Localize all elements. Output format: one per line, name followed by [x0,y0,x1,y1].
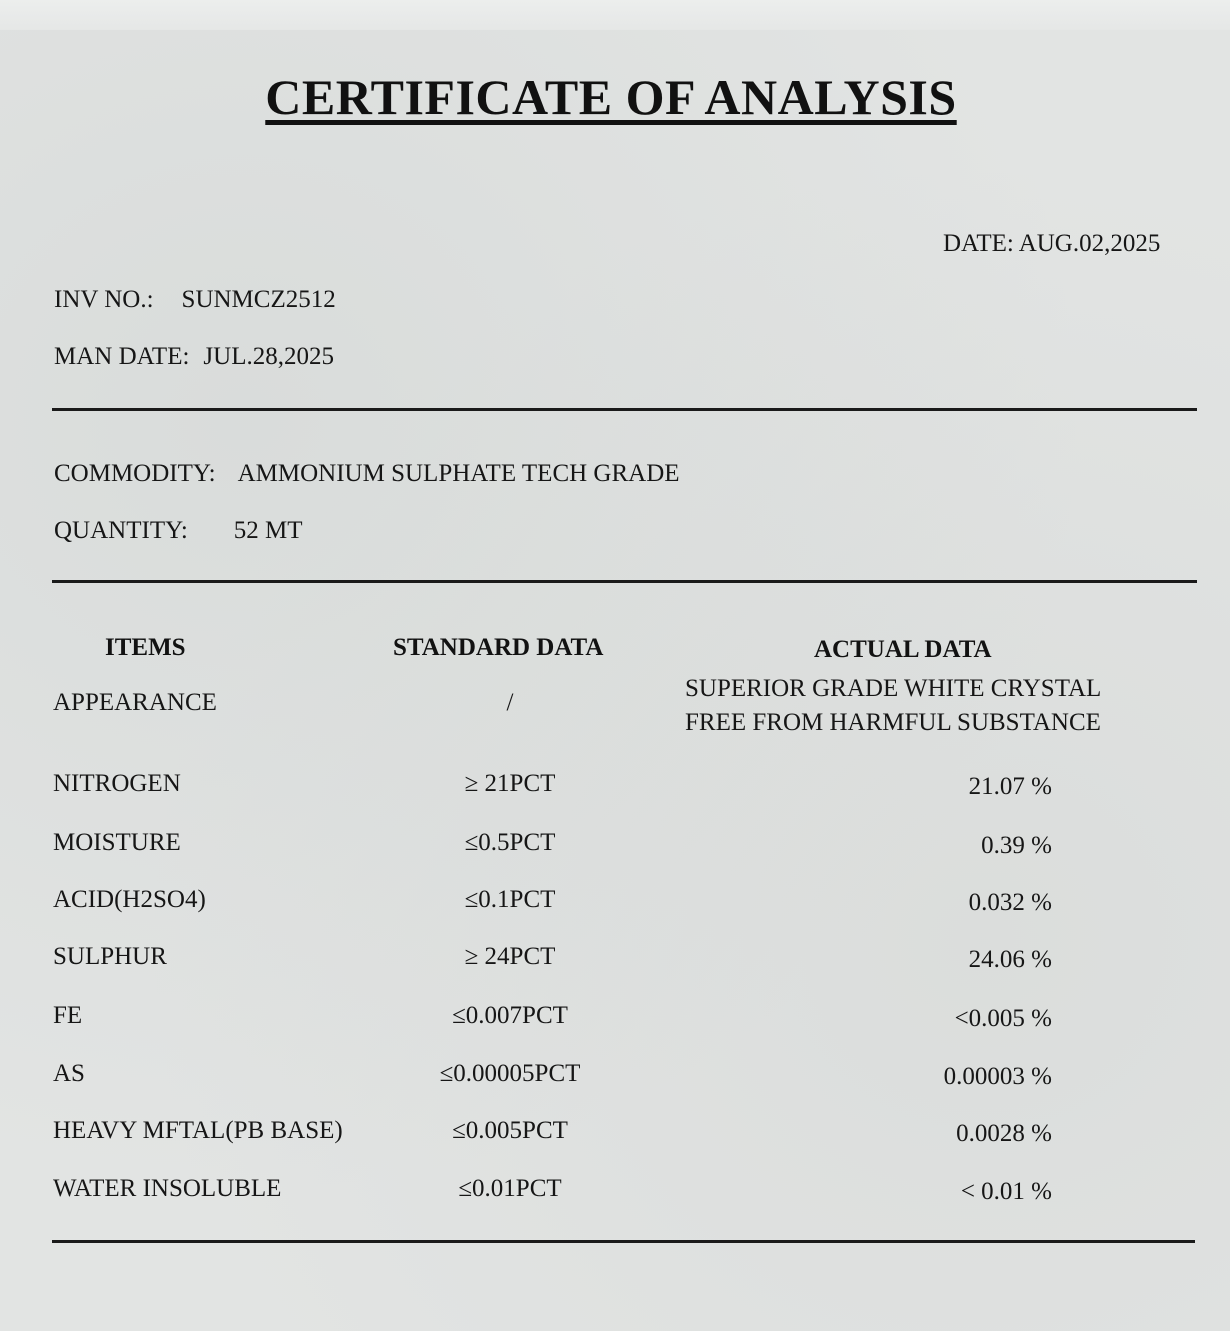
row-item: NITROGEN [53,770,181,797]
date-value: AUG.02,2025 [1018,230,1161,257]
row-item: AS [53,1060,85,1087]
commodity-value: AMMONIUM SULPHATE TECH GRADE [237,460,680,487]
header-standard-data: STANDARD DATA [393,634,604,661]
date-label: DATE: [943,230,1014,257]
row-appearance-standard: / [506,689,514,716]
row-item: MOISTURE [53,829,181,856]
row-standard: ≤0.5PCT [464,829,556,856]
appearance-actual-line-1: SUPERIOR GRADE WHITE CRYSTAL [685,675,1102,702]
row-actual: 24.06 % [968,946,1052,973]
inv-no-label: INV NO.: [54,286,154,313]
commodity-field [54,460,680,488]
row-appearance-item: APPEARANCE [53,689,217,716]
row-standard: ≤0.01PCT [458,1175,562,1202]
document-title: CERTIFICATE OF ANALYSIS [265,69,957,125]
inv-no-value: SUNMCZ2512 [181,286,336,313]
appearance-actual-line-2: FREE FROM HARMFUL SUBSTANCE [685,709,1101,736]
row-actual: 0.39 % [981,832,1052,859]
inv-no-field [54,286,336,314]
commodity-label: COMMODITY: [54,460,216,487]
divider-2 [52,580,1197,583]
divider-3 [52,1240,1195,1243]
date-field [943,230,1160,258]
row-standard: ≤0.1PCT [464,886,556,913]
quantity-field [54,517,303,545]
row-standard: ≤0.007PCT [452,1002,568,1029]
row-actual: <0.005 % [954,1005,1052,1032]
row-actual: 0.00003 % [943,1063,1052,1090]
row-standard: ≥ 24PCT [464,943,556,970]
row-item: ACID(H2SO4) [53,886,206,913]
man-date-value: JUL.28,2025 [203,343,334,370]
header-items: ITEMS [105,634,186,661]
row-standard: ≤0.005PCT [452,1117,568,1144]
man-date-field [54,343,334,371]
man-date-label: MAN DATE: [54,343,190,370]
row-actual: 21.07 % [968,773,1052,800]
row-standard: ≥ 21PCT [464,770,556,797]
quantity-value: 52 MT [233,517,303,544]
row-item: WATER INSOLUBLE [53,1175,282,1202]
row-item: HEAVY MFTAL(PB BASE) [53,1117,343,1144]
row-standard: ≤0.00005PCT [439,1060,581,1087]
row-item: FE [53,1002,83,1029]
divider-1 [52,408,1197,411]
row-actual: 0.032 % [968,889,1052,916]
row-actual: < 0.01 % [960,1178,1052,1205]
row-appearance-actual [685,672,1101,740]
row-item: SULPHUR [53,943,167,970]
row-actual: 0.0028 % [956,1120,1052,1147]
quantity-label: QUANTITY: [54,517,188,544]
header-actual-data: ACTUAL DATA [814,636,992,663]
